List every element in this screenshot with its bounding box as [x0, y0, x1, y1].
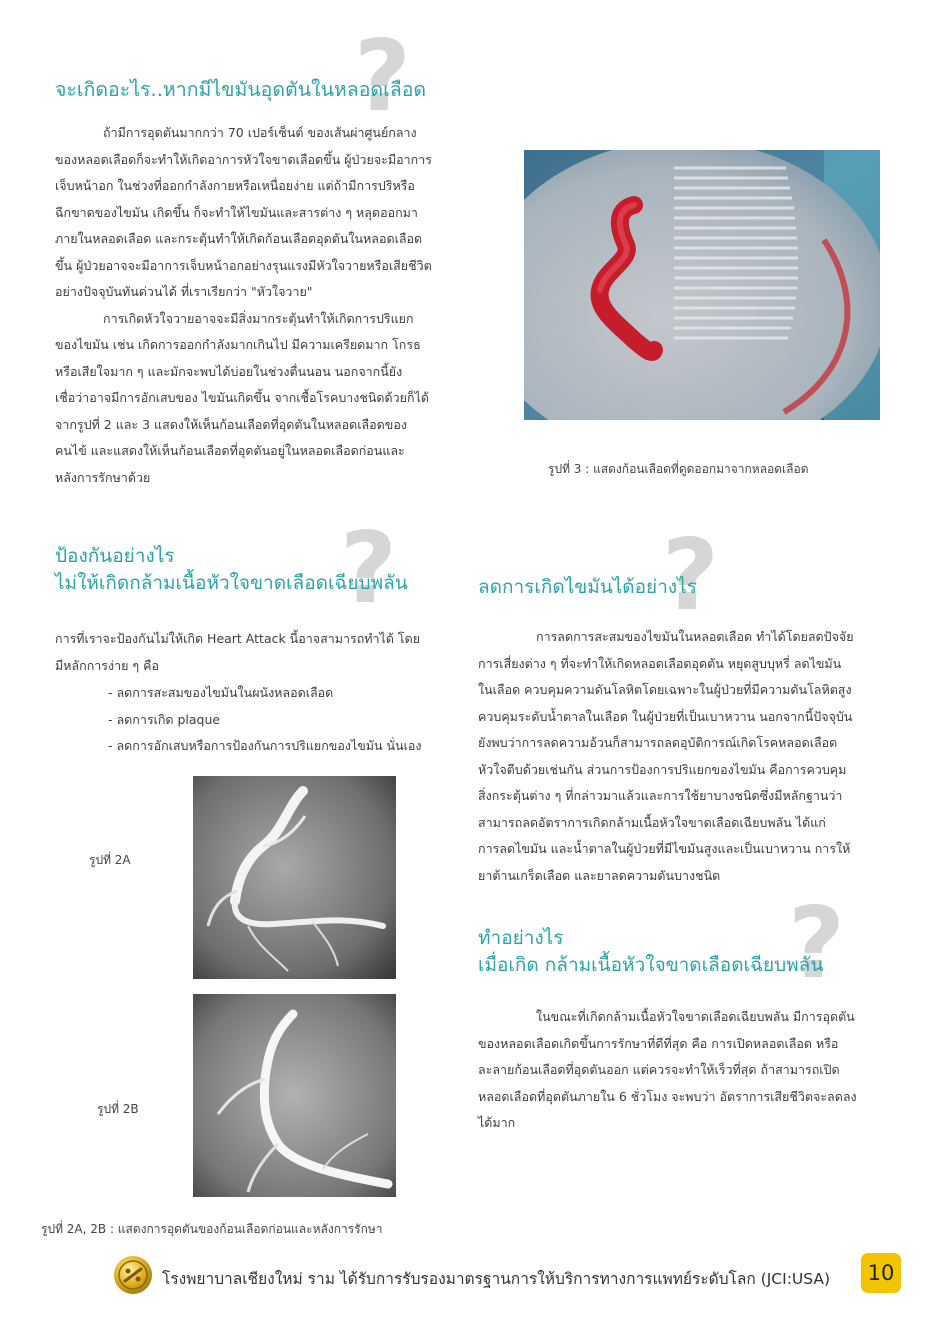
figure-2a-angiogram — [193, 776, 396, 979]
text-line: หรือเสียใจมาก ๆ และมักจะพบได้บ่อยในช่วงตื่นนอน นอกจากนี้ยัง — [55, 363, 403, 379]
figure-3-clot-photo — [524, 150, 880, 420]
text-line: ถ้ามีการอุดตันมากกว่า 70 เปอร์เซ็นต์ ของเส้นผ่าศูนย์กลาง — [103, 125, 417, 140]
text-line: ของหลอดเลือดก็จะทำให้เกิดอาการหัวใจขาดเลือดขึ้น ผู้ป่วยจะมีอาการ — [55, 151, 432, 167]
text-line: การลดการสะสมของไขมันในหลอดเลือด ทำได้โดยลดปัจจัย — [536, 629, 854, 644]
text-line: มีหลักการง่าย ๆ คือ — [55, 657, 159, 673]
hospital-logo — [113, 1255, 153, 1295]
text-line: ยาต้านเกร็ดเลือด และยาลดความดันบางชนิด — [478, 867, 721, 883]
figure-2a-label: รูปที่ 2A — [89, 853, 131, 867]
text-line: ในขณะที่เกิดกล้ามเนื้อหัวใจขาดเลือดเฉียบพลัน มีการอุดตัน — [536, 1009, 855, 1024]
text-line: ยังพบว่าการลดความอ้วนก็สามารถลดอุบัติการณ์เกิดโรคหลอดเลือด — [478, 735, 838, 750]
figure-2b-label: รูปที่ 2B — [97, 1102, 139, 1116]
figure-3-caption: รูปที่ 3 : แสดงก้อนเลือดที่ดูดออกมาจากหลอดเลือด — [548, 462, 809, 476]
text-line: ละลายก้อนเลือดที่อุดตันออก แต่ควรจะทำให้เร็วที่สุด ถ้าสามารถเปิด — [478, 1062, 840, 1077]
question-mark-decoration: ? — [788, 887, 845, 1001]
text-line: การที่เราจะป้องกันไม่ให้เกิด Heart Attack นี้อาจสามารถทำได้ โดย — [55, 631, 421, 646]
section4-body — [478, 1004, 886, 1137]
section1-body — [55, 120, 447, 491]
text-line: การเสี่ยงต่าง ๆ ที่จะทำให้เกิดหลอดเลือดอุดตัน หยุดสูบบุหรี่ ลดไขมัน — [478, 655, 842, 671]
question-mark-decoration: ? — [662, 519, 719, 633]
text-line: ภายในหลอดเลือด และกระตุ้นทำให้เกิดก้อนเลือดอุดตันในหลอดเลือด — [55, 231, 423, 246]
footer-accreditation-text: โรงพยาบาลเชียงใหม่ ราม ได้รับการรับรองมาตรฐานการให้บริการทางการแพทย์ระดับโลก (JCI:USA) — [162, 1270, 831, 1288]
text-line: หัวใจตีบด้วยเช่นกัน ส่วนการป้องการปริแยกของไขมัน คือการควบคุม — [478, 761, 847, 777]
text-line: เจ็บหน้าอก ในช่วงที่ออกกำลังกายหรือเหนื่อยง่าย แต่ถ้ามีการปริหรือ — [55, 178, 415, 193]
text-line: หลังการรักษาด้วย — [55, 469, 151, 485]
section2-bullets — [108, 680, 448, 760]
section3-body — [478, 624, 886, 889]
text-line: คนไข้ และแสดงให้เห็นก้อนเลือดที่อุดตันอยู่ในหลอดเลือดก่อนและ — [55, 443, 405, 458]
question-mark-decoration: ? — [340, 512, 397, 626]
figure-2b-angiogram — [193, 994, 396, 1197]
bullet-item: - ลดการสะสมของไขมันในผนังหลอดเลือด — [108, 685, 334, 700]
section2-intro — [55, 626, 447, 679]
text-line: สามารถลดอัตราการเกิดกล้ามเนื้อหัวใจขาดเลือดเฉียบพลัน ได้แก่ — [478, 814, 826, 830]
heading-line: เมื่อเกิด กล้ามเนื้อหัวใจขาดเลือดเฉียบพลัน — [478, 954, 824, 976]
heading-line: ไม่ให้เกิดกล้ามเนื้อหัวใจขาดเลือดเฉียบพลัน — [55, 572, 408, 594]
text-line: เชื่อว่าอาจมีการอักเสบของ ไขมันเกิดขึ้น จากเชื้อโรคบางชนิดด้วยก็ได้ — [55, 390, 429, 405]
section-heading-reduce-fat: ลดการเกิดไขมันได้อย่างไร — [478, 576, 697, 598]
text-line: หลอดเลือดที่อุดตันภายใน 6 ชั่วโมง จะพบว่า อัตราการเสียชีวิตจะลดลง — [478, 1088, 857, 1104]
text-line: จากรูปที่ 2 และ 3 แสดงให้เห็นก้อนเลือดที่อุดตันในหลอดเลือดของ — [55, 416, 407, 432]
text-line: ของไขมัน เช่น เกิดการออกกำลังมากเกินไป มีความเครียดมาก โกรธ — [55, 337, 421, 352]
section-heading-prevention — [55, 543, 408, 597]
bullet-item: - ลดการอักเสบหรือการป้องกันการปริแยกของไขมัน นั่นเอง — [108, 738, 422, 753]
section-heading-what-to-do — [478, 925, 823, 979]
text-line: ในเลือด ควบคุมความดันโลหิตโดยเฉพาะในผู้ป่วยที่มีความดันโลหิตสูง — [478, 682, 852, 697]
text-line: การเกิดหัวใจวายอาจจะมีสิ่งมากระตุ้นทำให้เกิดการปริแยก — [103, 310, 414, 326]
text-line: ฉีกขาดของไขมัน เกิดขึ้น ก็จะทำให้ไขมันและสารต่าง ๆ หลุดออกมา — [55, 204, 418, 220]
text-line: สิ่งกระตุ้นต่าง ๆ ที่กล่าวมาแล้วและการใช้ยาบางชนิดซึ่งมีหลักฐานว่า — [478, 788, 843, 803]
text-line: ของหลอดเลือดเกิดขึ้นการรักษาที่ดีที่สุด คือ การเปิดหลอดเลือด หรือ — [478, 1035, 839, 1051]
question-mark-decoration: ? — [354, 20, 411, 134]
text-line: อย่างปัจจุบันทันด่วนได้ ที่เราเรียกว่า "หัวใจวาย" — [55, 284, 313, 299]
heading-line: ป้องกันอย่างไร — [55, 545, 175, 567]
figure-2-caption: รูปที่ 2A, 2B : แสดงการอุดตันของก้อนเลือดก่อนและหลังการรักษา — [41, 1222, 383, 1236]
heading-line: ทำอย่างไร — [478, 927, 564, 949]
bullet-item: - ลดการเกิด plaque — [108, 711, 221, 727]
text-line: ได้มาก — [478, 1115, 516, 1130]
text-line: การลดไขมัน และน้ำตาลในผู้ป่วยที่มีไขมันสูงและเป็นเบาหวาน การให้ — [478, 841, 851, 856]
section-heading-fat-blockage: จะเกิดอะไร..หากมีไขมันอุดตันในหลอดเลือด — [55, 78, 427, 101]
page-number-badge: 10 — [861, 1253, 901, 1293]
text-line: ควบคุมระดับน้ำตาลในเลือด ในผู้ป่วยที่เป็นเบาหวาน นอกจากนี้ปัจจุบัน — [478, 708, 853, 724]
text-line: ขึ้น ผู้ป่วยอาจจะมีอาการเจ็บหน้าอกอย่างรุนแรงมีหัวใจวายหรือเสียชีวิต — [55, 257, 432, 273]
